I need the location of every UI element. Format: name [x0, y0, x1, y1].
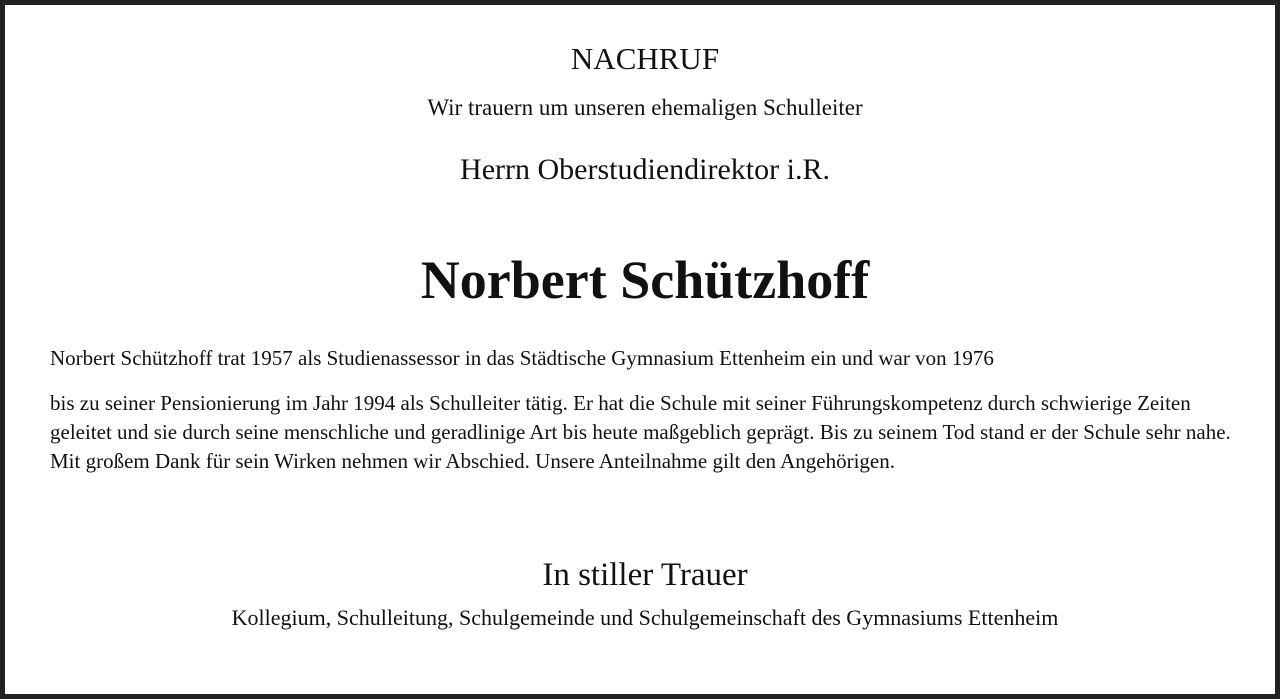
notice-heading: NACHRUF — [570, 41, 720, 76]
body-paragraph-first-line: Norbert Schützhoff trat 1957 als Studienassessor in das Städtische Gymnasium Ettenheim ein und war von 1976 — [50, 346, 994, 370]
signatories: Kollegium, Schulleitung, Schulgemeinde und Schulgemeinschaft des Gymnasiums Ettenheim — [231, 605, 1059, 630]
honorific-title: Herrn Oberstudiendirektor i.R. — [460, 153, 830, 186]
notice-subline: Wir trauern um unseren ehemaligen Schulleiter — [427, 95, 863, 120]
closing-phrase: In stiller Trauer — [542, 557, 748, 593]
body-paragraph: bis zu seiner Pensionierung im Jahr 1994 als Schulleiter tätig. Er hat die Schule mit seiner Führungskompetenz durch schwierige Zeiten geleitet und sie durch seine menschliche und geradlinige Art bis heute maßgeblich geprägt. Bis zu seinem Tod stand er der Schule sehr nahe. Mit großem Dank für sein Wirken nehmen wir Abschied. Unsere Anteilnahme gilt den Angehörigen. — [50, 391, 1231, 473]
deceased-name: Norbert Schützhoff — [420, 250, 870, 310]
